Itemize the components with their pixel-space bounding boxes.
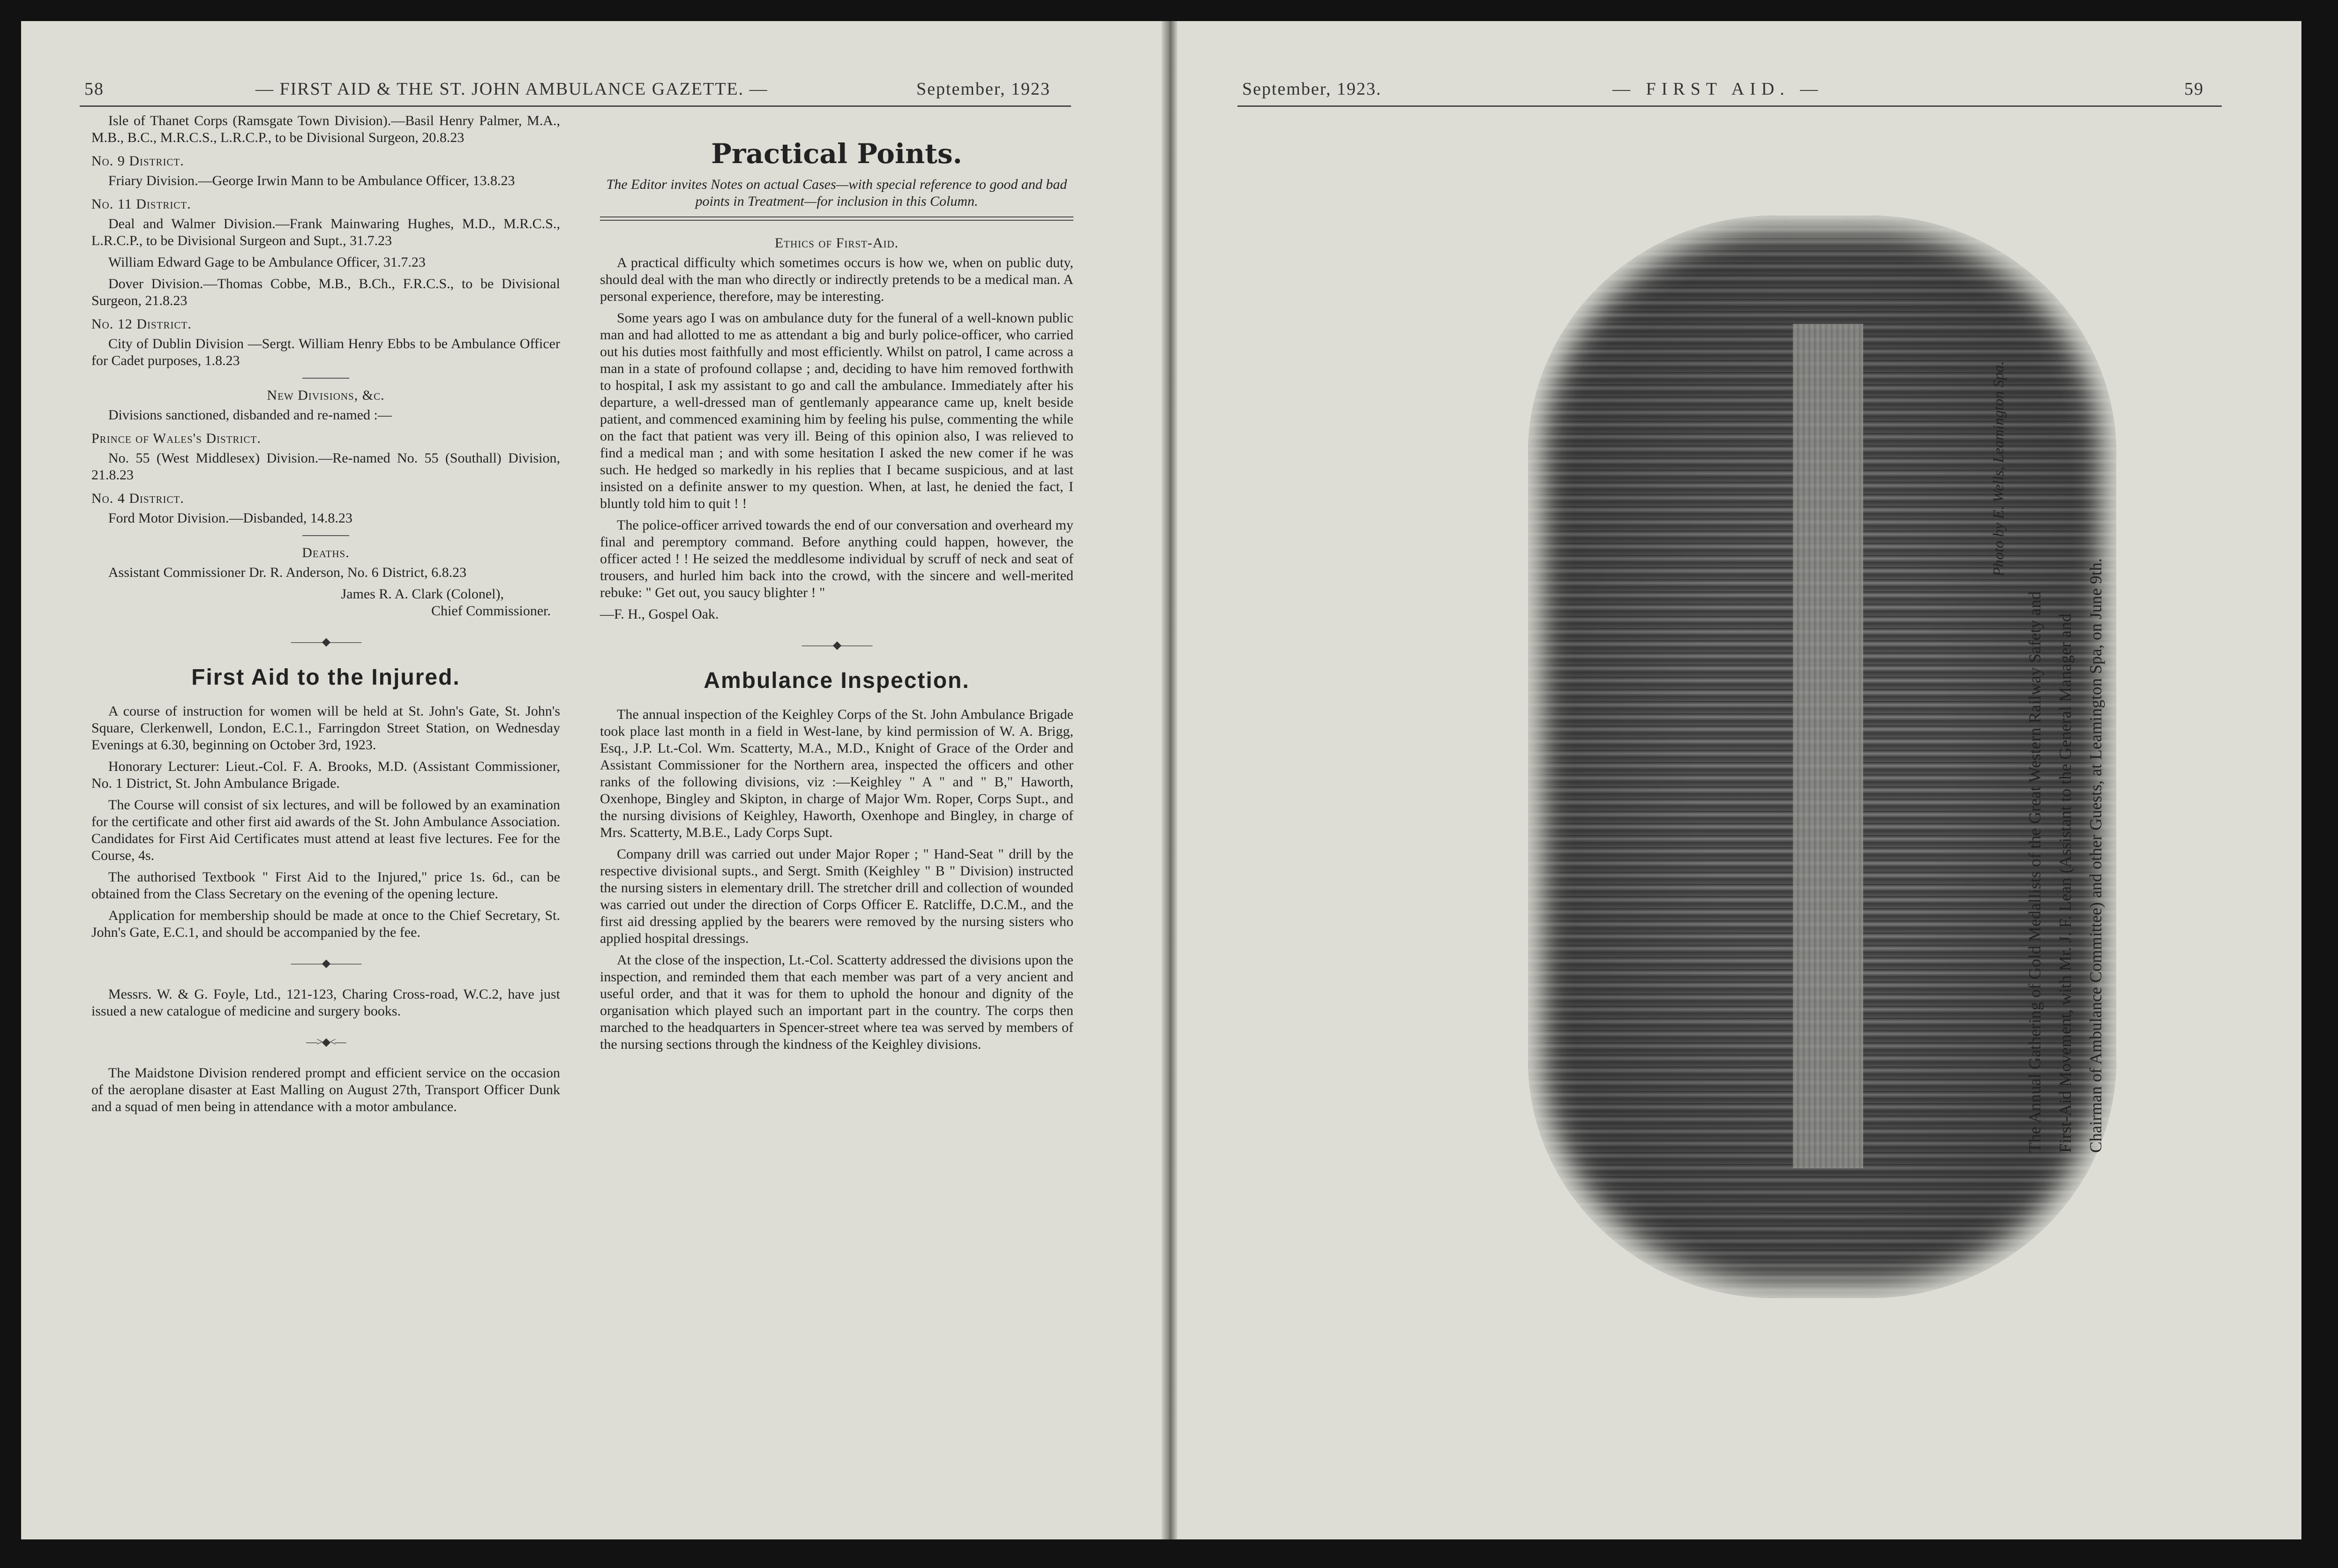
caption-line-3: Chairman of Ambulance Committee) and other Guests, at Leamington Spa, on June 9th. bbox=[2086, 558, 2105, 1153]
ethics-para-1: A practical difficulty which sometimes occurs is how we, when on public duty, should deal with the man who directly or indirectly pretends to be a medical man. A personal experience, therefore, may be interesting. bbox=[600, 255, 1073, 304]
header-rule-right bbox=[1237, 105, 2222, 107]
signature-name: James R. A. Clark (Colonel), bbox=[341, 586, 504, 602]
left-column-2 bbox=[600, 138, 1073, 1058]
ornament-divider: ———◆——— bbox=[291, 636, 361, 648]
prince-of-wales-text: No. 55 (West Middlesex) Division.—Re-named No. 55 (Southall) Division, 21.8.23 bbox=[91, 450, 560, 483]
ethics-signature: —F. H., Gospel Oak. bbox=[600, 606, 719, 622]
district-11-heading: No. 11 District. bbox=[91, 196, 191, 212]
ornament-divider: ———◆——— bbox=[291, 957, 361, 970]
practical-points-heading: Practical Points. bbox=[711, 138, 962, 170]
header-rule-left bbox=[80, 105, 1071, 107]
double-rule bbox=[600, 217, 1073, 221]
district-12-heading: No. 12 District. bbox=[91, 316, 192, 332]
caption-line-2: First-Aid Movement, with Mr. J. F. Lean (Assistant to the General Manager and bbox=[2056, 613, 2075, 1153]
first-aid-para-2: Honorary Lecturer: Lieut.-Col. F. A. Brooks, M.D. (Assistant Commissioner, No. 1 District, St. John Ambulance Brigade. bbox=[91, 759, 560, 791]
ethics-para-2: Some years ago I was on ambulance duty for the funeral of a well-known public man and had allotted to me as attendant a big and burly police-officer, who carried out his duties most faithfully and most efficiently. Whilst on patrol, I came across a man in a state of profound collapse ; and, deciding to have him removed forthwith to hospital, I ask my assistant to go and call the ambulance. Immediately after his departure, a well-dressed man of gentlemanly appearance came up, knelt beside patient, and commenced examining him by feeling his pulse, commenting the while on the fact that patient was very ill. Being of this opinion also, I was relieved to find a medical man ; and with some hesitation I asked the new comer if he was such. He hedged so markedly in his replies that I became suspicious, and at last insisted on a definite answer to my question. When, at last, he denied the fact, I bluntly told him to quit ! ! bbox=[600, 310, 1073, 511]
maidstone-notice: The Maidstone Division rendered prompt and efficient service on the occasion of the aeroplane disaster at East Malling on August 27th, Transport Officer Dunk and a squad of men being in attendance with a motor ambulance. bbox=[91, 1065, 560, 1114]
district-11-text-2: William Edward Gage to be Ambulance Officer, 31.7.23 bbox=[108, 254, 426, 270]
new-divisions-heading: New Divisions, &c. bbox=[267, 388, 385, 403]
inspection-para-1: The annual inspection of the Keighley Corps of the St. John Ambulance Brigade took place last month in a field in West-lane, by kind permission of W. A. Brigg, Esq., J.P. Lt.-Col. Wm. Scatterty, M.A., M.D., Knight of Grace of the Order and Assistant Commissioner for the Northern area, inspected the officers and other ranks of the following divisions, viz :—Keighley " A " and " B," Haworth, Oxenhope, Bingley and Skipton, in charge of Major Wm. Roper, Corps Supt., and the nursing divisions of Keighley, Haworth, Oxenhope and Bingley, in charge of Mrs. Scatterty, M.B.E., Lady Corps Supt. bbox=[600, 707, 1073, 840]
first-aid-para-3: The Course will consist of six lectures, and will be followed by an examination for the certificate and other first aid awards of the St. John Ambulance Association. Candidates for First Aid Certificates must attend at least five lectures. Fee for the Course, 4s. bbox=[91, 797, 560, 863]
district-9-heading: No. 9 District. bbox=[91, 153, 184, 169]
deaths-heading: Deaths. bbox=[302, 545, 350, 560]
divider bbox=[302, 535, 349, 536]
running-head-left: — FIRST AID & THE ST. JOHN AMBULANCE GAZETTE. — bbox=[255, 79, 768, 99]
ambulance-inspection-heading: Ambulance Inspection. bbox=[704, 668, 970, 693]
page-number-right: 59 bbox=[2184, 79, 2204, 99]
inspection-para-2: Company drill was carried out under Major Roper ; " Hand-Seat " drill by the respective divisional supts., and Sergt. Smith (Keighley " B " Division) instructed the nursing sisters in elementary drill. The stretcher drill and collection of wounded was carried out under the direction of Corps Officer E. Ratcliffe, D.C.M., and the first aid dressing applied by the bearers were removed by the nursing sisters who applied hospital dressings. bbox=[600, 846, 1073, 946]
photo-building bbox=[1793, 324, 1864, 1168]
running-head-right: — FIRST AID. — bbox=[1612, 79, 1824, 99]
header-date-right: September, 1923. bbox=[1242, 79, 1382, 99]
new-divisions-intro: Divisions sanctioned, disbanded and re-named :— bbox=[108, 407, 392, 423]
ornament-divider: ———◆——— bbox=[802, 639, 872, 651]
left-column-1 bbox=[91, 112, 560, 1120]
district-4-heading: No. 4 District. bbox=[91, 491, 184, 506]
divider bbox=[302, 378, 349, 379]
inspection-para-3: At the close of the inspection, Lt.-Col. Scatterty addressed the divisions upon the inspection, and reminded them that each member was part of a very ancient and useful order, and that it was for them to uphold the honour and dignity of the organisation which played such an important part in the country. The corps then marched to the headquarters in Spencer-street where tea was served by members of the nursing sections through the kindness of the Keighley divisions. bbox=[600, 952, 1073, 1052]
page-number-left: 58 bbox=[84, 79, 104, 99]
district-11-text-3: Dover Division.—Thomas Cobbe, M.B., B.Ch., F.R.C.S., to be Divisional Surgeon, 21.8.23 bbox=[91, 276, 560, 308]
ethics-para-3: The police-officer arrived towards the end of our conversation and overheard my final and peremptory command. Before anything could happen, however, the officer acted ! ! He seized the meddlesome individual by scruff of neck and seat of trousers, and hurled him back into the crowd, with the sincere and well-merited rebuke: " Get out, you saucy blighter ! " bbox=[600, 517, 1073, 600]
district-11-text-1: Deal and Walmer Division.—Frank Mainwaring Hughes, M.D., M.R.C.S., L.R.C.P., to be Divisional Surgeon and Supt., 31.7.23 bbox=[91, 216, 560, 248]
district-9-text: Friary Division.—George Irwin Mann to be Ambulance Officer, 13.8.23 bbox=[108, 173, 515, 188]
first-aid-para-1: A course of instruction for women will be held at St. John's Gate, St. John's Square, Clerkenwell, London, E.C.1., Farringdon Street Station, on Wednesday Evenings at 6.30, beginning on October 3rd, 1923. bbox=[91, 703, 560, 753]
first-aid-para-5: Application for membership should be made at once to the Chief Secretary, St. John's Gate, E.C.1, and should be accompanied by the fee. bbox=[91, 908, 560, 940]
header-date-left: September, 1923 bbox=[916, 79, 1050, 99]
signature-title: Chief Commissioner. bbox=[431, 603, 551, 619]
deaths-text: Assistant Commissioner Dr. R. Anderson, No. 6 District, 6.8.23 bbox=[108, 565, 467, 580]
photo-credit: Photo by E. Wells, Leamington Spa. bbox=[1990, 361, 2007, 576]
first-aid-heading: First Aid to the Injured. bbox=[191, 665, 460, 690]
thanet-entry: Isle of Thanet Corps (Ramsgate Town Division).—Basil Henry Palmer, M.A., M.B., B.C., M.R.C.S., L.R.C.P., to be Divisional Surgeon, 20.8.23 bbox=[91, 113, 560, 145]
practical-points-intro: The Editor invites Notes on actual Cases—with special reference to good and bad points in Treatment—for inclusion in this Column. bbox=[606, 177, 1067, 209]
foyle-notice: Messrs. W. & G. Foyle, Ltd., 121-123, Charing Cross-road, W.C.2, have just issued a new catalogue of medicine and surgery books. bbox=[91, 986, 560, 1019]
first-aid-para-4: The authorised Textbook " First Aid to the Injured," price 1s. 6d., can be obtained from the Class Secretary on the evening of the opening lecture. bbox=[91, 869, 560, 902]
book-gutter bbox=[1162, 21, 1177, 1539]
ethics-heading: Ethics of First-Aid. bbox=[774, 235, 899, 251]
district-12-text: City of Dublin Division —Sergt. William Henry Ebbs to be Ambulance Officer for Cadet purposes, 1.8.23 bbox=[91, 336, 560, 368]
prince-of-wales-heading: Prince of Wales's District. bbox=[91, 431, 261, 446]
district-4-text: Ford Motor Division.—Disbanded, 14.8.23 bbox=[108, 510, 352, 526]
caption-line-1: The Annual Gathering of Gold Medallists of the Great Western Railway Safety and bbox=[2025, 591, 2044, 1153]
ornament-divider: —>◆<— bbox=[306, 1036, 345, 1048]
